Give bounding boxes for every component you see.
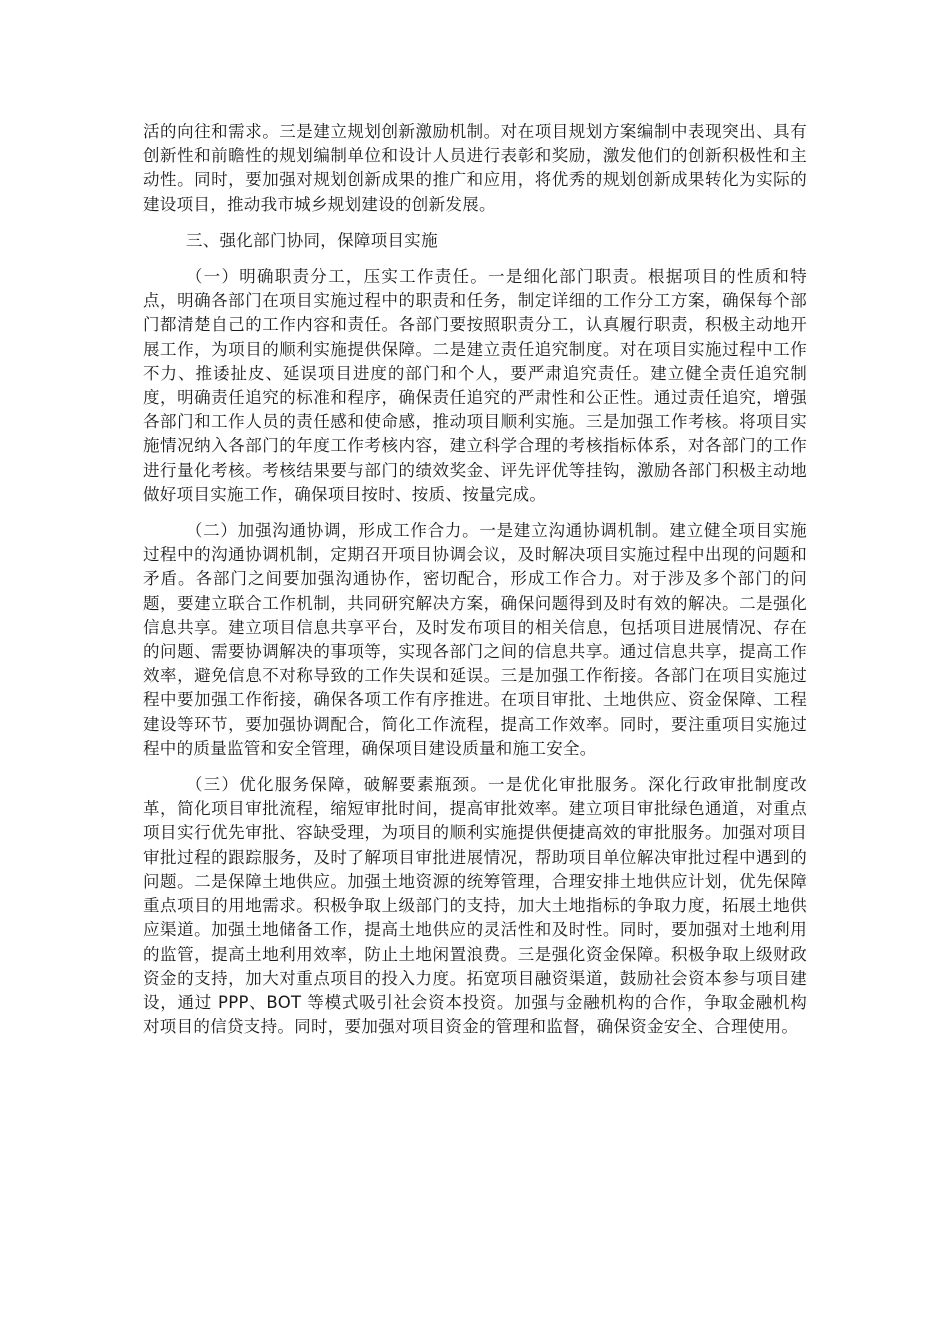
paragraph-continuation: 活的向往和需求。三是建立规划创新激励机制。对在项目规划方案编制中表现突出、具有创新性和前瞻性的规划编制单位和设计人员进行表彰和奖励，激发他们的创新积极性和主动性。同时，要加强对规划创新成果的推广和应用，将优秀的规划创新成果转化为实际的建设项目，推动我市城乡规划建设的创新发展。 — [143, 122, 807, 214]
paragraph-section-1: （一）明确职责分工，压实工作责任。一是细化部门职责。根据项目的性质和特点，明确各部门在项目实施过程中的职责和任务，制定详细的工作分工方案，确保每个部门都清楚自己的工作内容和责任。各部门要按照职责分工，认真履行职责，积极主动地开展工作，为项目的顺利实施提供保障。二是建立责任追究制度。对在项目实施过程中工作不力、推诿扯皮、延误项目进度的部门和个人，要严肃追究责任。建立健全责任追究制度，明确责任追究的标准和程序，确保责任追究的严肃性和公正性。通过责任追究，增强各部门和工作人员的责任感和使命感，推动项目顺利实施。三是加强工作考核。将项目实施情况纳入各部门的年度工作考核内容，建立科学合理的考核指标体系，对各部门的工作进行量化考核。考核结果要与部门的绩效奖金、评先评优等挂钩，激励各部门积极主动地做好项目实施工作，确保项目按时、按质、按量完成。 — [143, 267, 807, 504]
document-body — [143, 120, 807, 1039]
paragraph-section-3: （三）优化服务保障，破解要素瓶颈。一是优化审批服务。深化行政审批制度改革，简化项目审批流程，缩短审批时间，提高审批效率。建立项目审批绿色通道，对重点项目实行优先审批、容缺受理，为项目的顺利实施提供便捷高效的审批服务。加强对项目审批过程的跟踪服务，及时了解项目审批进展情况，帮助项目单位解决审批过程中遇到的问题。二是保障土地供应。加强土地资源的统筹管理，合理安排土地供应计划，优先保障重点项目的用地需求。积极争取上级部门的支持，加大土地指标的争取力度，拓展土地供应渠道。加强土地储备工作，提高土地供应的灵活性和及时性。同时，要加强对土地利用的监管，提高土地利用效率，防止土地闲置浪费。三是强化资金保障。积极争取上级财政资金的支持，加大对重点项目的投入力度。拓宽项目融资渠道，鼓励社会资本参与项目建设，通过 PPP、BOT 等模式吸引社会资本投资。加强与金融机构的合作，争取金融机构对项目的信贷支持。同时，要加强对项目资金的管理和监督，确保资金安全、合理使用。 — [143, 775, 807, 1037]
paragraph-section-2: （二）加强沟通协调，形成工作合力。一是建立沟通协调机制。建立健全项目实施过程中的沟通协调机制，定期召开项目协调会议，及时解决项目实施过程中出现的问题和矛盾。各部门之间要加强沟通协作，密切配合，形成工作合力。对于涉及多个部门的问题，要建立联合工作机制，共同研究解决方案，确保问题得到及时有效的解决。二是强化信息共享。建立项目信息共享平台，及时发布项目的相关信息，包括项目进展情况、存在的问题、需要协调解决的事项等，实现各部门之间的信息共享。通过信息共享，提高工作效率，避免信息不对称导致的工作失误和延误。三是加强工作衔接。各部门在项目实施过程中要加强工作衔接，确保各项工作有序推进。在项目审批、土地供应、资金保障、工程建设等环节，要加强协调配合，简化工作流程，提高工作效率。同时，要注重项目实施过程中的质量监管和安全管理，确保项目建设质量和施工安全。 — [143, 521, 807, 758]
section-heading: 三、强化部门协同，保障项目实施 — [185, 230, 438, 250]
